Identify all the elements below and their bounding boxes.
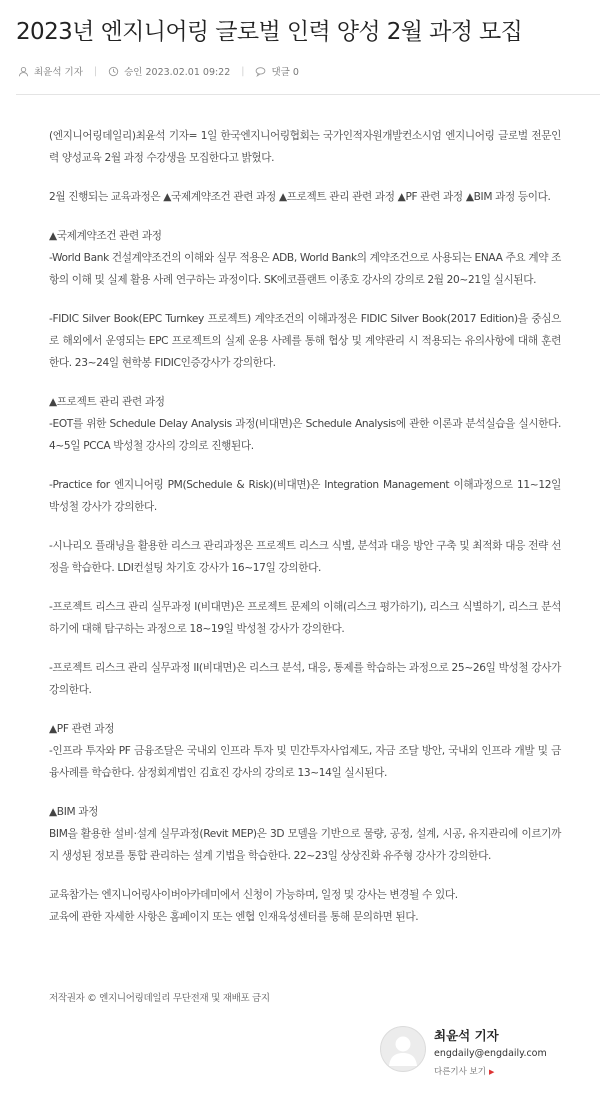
section-heading-bim: ▲BIM 과정 [49,806,99,818]
triangle-right-icon: ▶ [488,1068,495,1076]
speech-bubble-icon [255,66,266,77]
paragraph-worldbank: -World Bank 건설계약조건의 이해와 실무 적용은 ADB, World Bank의 계약조건으로 사용되는 ENAA 주요 계약 조항의 이해 및 실제 활용 사례 연구하는 과정이다. SK에코플랜트 이종호 강사의 강의로 2월 20~21일 실시된다. [49,252,561,286]
meta-divider: | [241,65,245,77]
user-icon [18,66,29,77]
meta-approved [108,64,230,78]
header-divider [16,94,600,95]
meta-author[interactable] [18,64,83,78]
paragraph-pf: -인프라 투자와 PF 금융조달은 국내외 인프라 투자 및 민간투자사업제도, 자금 조달 방안, 국내외 인프라 개발 및 금융사례를 학습한다. 삼정회계법인 김효진 강사의 강의로 13~14일 실시된다. [49,745,561,779]
paragraph-fidic: -FIDIC Silver Book(EPC Turnkey 프로젝트) 계약조건의 이해과정은 FIDIC Silver Book(2017 Edition)을 중심으로 해외에서 운영되는 EPC 프로젝트의 실제 운용 사례를 통해 협상 및 계약관리 시 적용되는 유의사항에 대해 훈련한다. 23~24일 현학봉 FIDIC인증강사가 강의한다. [49,313,561,369]
paragraph-apply: 교육참가는 엔지니어링사이버아카데미에서 신청이 가능하며, 일정 및 강사는 변경될 수 있다. [49,889,458,901]
meta-comments[interactable] [255,64,298,78]
article-body [49,125,561,928]
section-heading-project: ▲프로젝트 관리 관련 과정 [49,396,165,408]
clock-icon [108,66,119,77]
avatar [380,1026,426,1072]
paragraph-course-list: 2월 진행되는 교육과정은 ▲국제계약조건 관련 과정 ▲프로젝트 관리 관련 과정 ▲PF 관련 과정 ▲BIM 과정 등이다. [49,191,551,203]
meta-approved-label: 승인 2023.02.01 09:22 [124,67,231,78]
paragraph-eot: -EOT를 위한 Schedule Delay Analysis 과정(비대면)은 Schedule Analysis에 관한 이론과 분석실습을 실시한다. 4~5일 PCCA 박성철 강사의 강의로 진행된다. [49,418,561,452]
more-articles-link[interactable] [434,1065,494,1077]
paragraph-inquiry: 교육에 관한 자세한 사항은 홈페이지 또는 엔협 인재육성센터를 통해 문의하면 된다. [49,911,419,923]
copyright-notice: 저작권자 © 엔지니어링데일리 무단전재 및 재배포 금지 [49,993,270,1004]
user-silhouette-icon [380,1026,426,1072]
reporter-box [380,1022,580,1082]
meta-divider: | [93,65,98,77]
article-meta [18,63,299,79]
paragraph-pm: -Practice for 엔지니어링 PM(Schedule & Risk)(비대면)은 Integration Management 이해과정으로 11~12일 박성철 강사가 강의한다. [49,479,561,513]
article-title: 2023년 엔지니어링 글로벌 인력 양성 2월 과정 모집 [16,19,523,45]
reporter-name: 최윤석 기자 [434,1028,499,1043]
paragraph-scenario: -시나리오 플래닝을 활용한 리스크 관리과정은 프로젝트 리스크 식별, 분석과 대응 방안 구축 및 최적화 대응 전략 선정을 학습한다. LDI컨설팅 차기호 강사가 16~17일 강의한다. [49,540,561,574]
more-articles-label: 다른기사 보기 [434,1067,486,1077]
section-heading-contract: ▲국제계약조건 관련 과정 [49,230,162,242]
paragraph-lead: (엔지니어링데일리)최윤석 기자= 1일 한국엔지니어링협회는 국가인적자원개발컨소시엄 엔지니어링 글로벌 전문인력 양성교육 2월 과정 수강생을 모집한다고 밝혔다. [49,130,561,164]
paragraph-risk-2: -프로젝트 리스크 관리 실무과정 II(비대면)은 리스크 분석, 대응, 통제를 학습하는 과정으로 25~26일 박성철 강사가 강의한다. [49,662,561,696]
meta-comments-label: 댓글 0 [271,67,299,78]
paragraph-risk-1: -프로젝트 리스크 관리 실무과정 I(비대면)은 프로젝트 문제의 이해(리스크 평가하기), 리스크 식별하기, 리스크 분석하기에 대해 탐구하는 과정으로 18~19일 박성철 강사가 강의한다. [49,601,561,635]
paragraph-bim: BIM을 활용한 설비·설계 실무과정(Revit MEP)은 3D 모델을 기반으로 물량, 공정, 설계, 시공, 유지관리에 이르기까지 생성된 정보를 통합 관리하는 설계 기법을 학습한다. 22~23일 상상진화 유주형 강사가 강의한다. [49,828,561,862]
reporter-email[interactable]: engdaily@engdaily.com [434,1048,547,1059]
meta-author-label: 최윤석 기자 [34,67,83,78]
section-heading-pf: ▲PF 관련 과정 [49,723,115,735]
